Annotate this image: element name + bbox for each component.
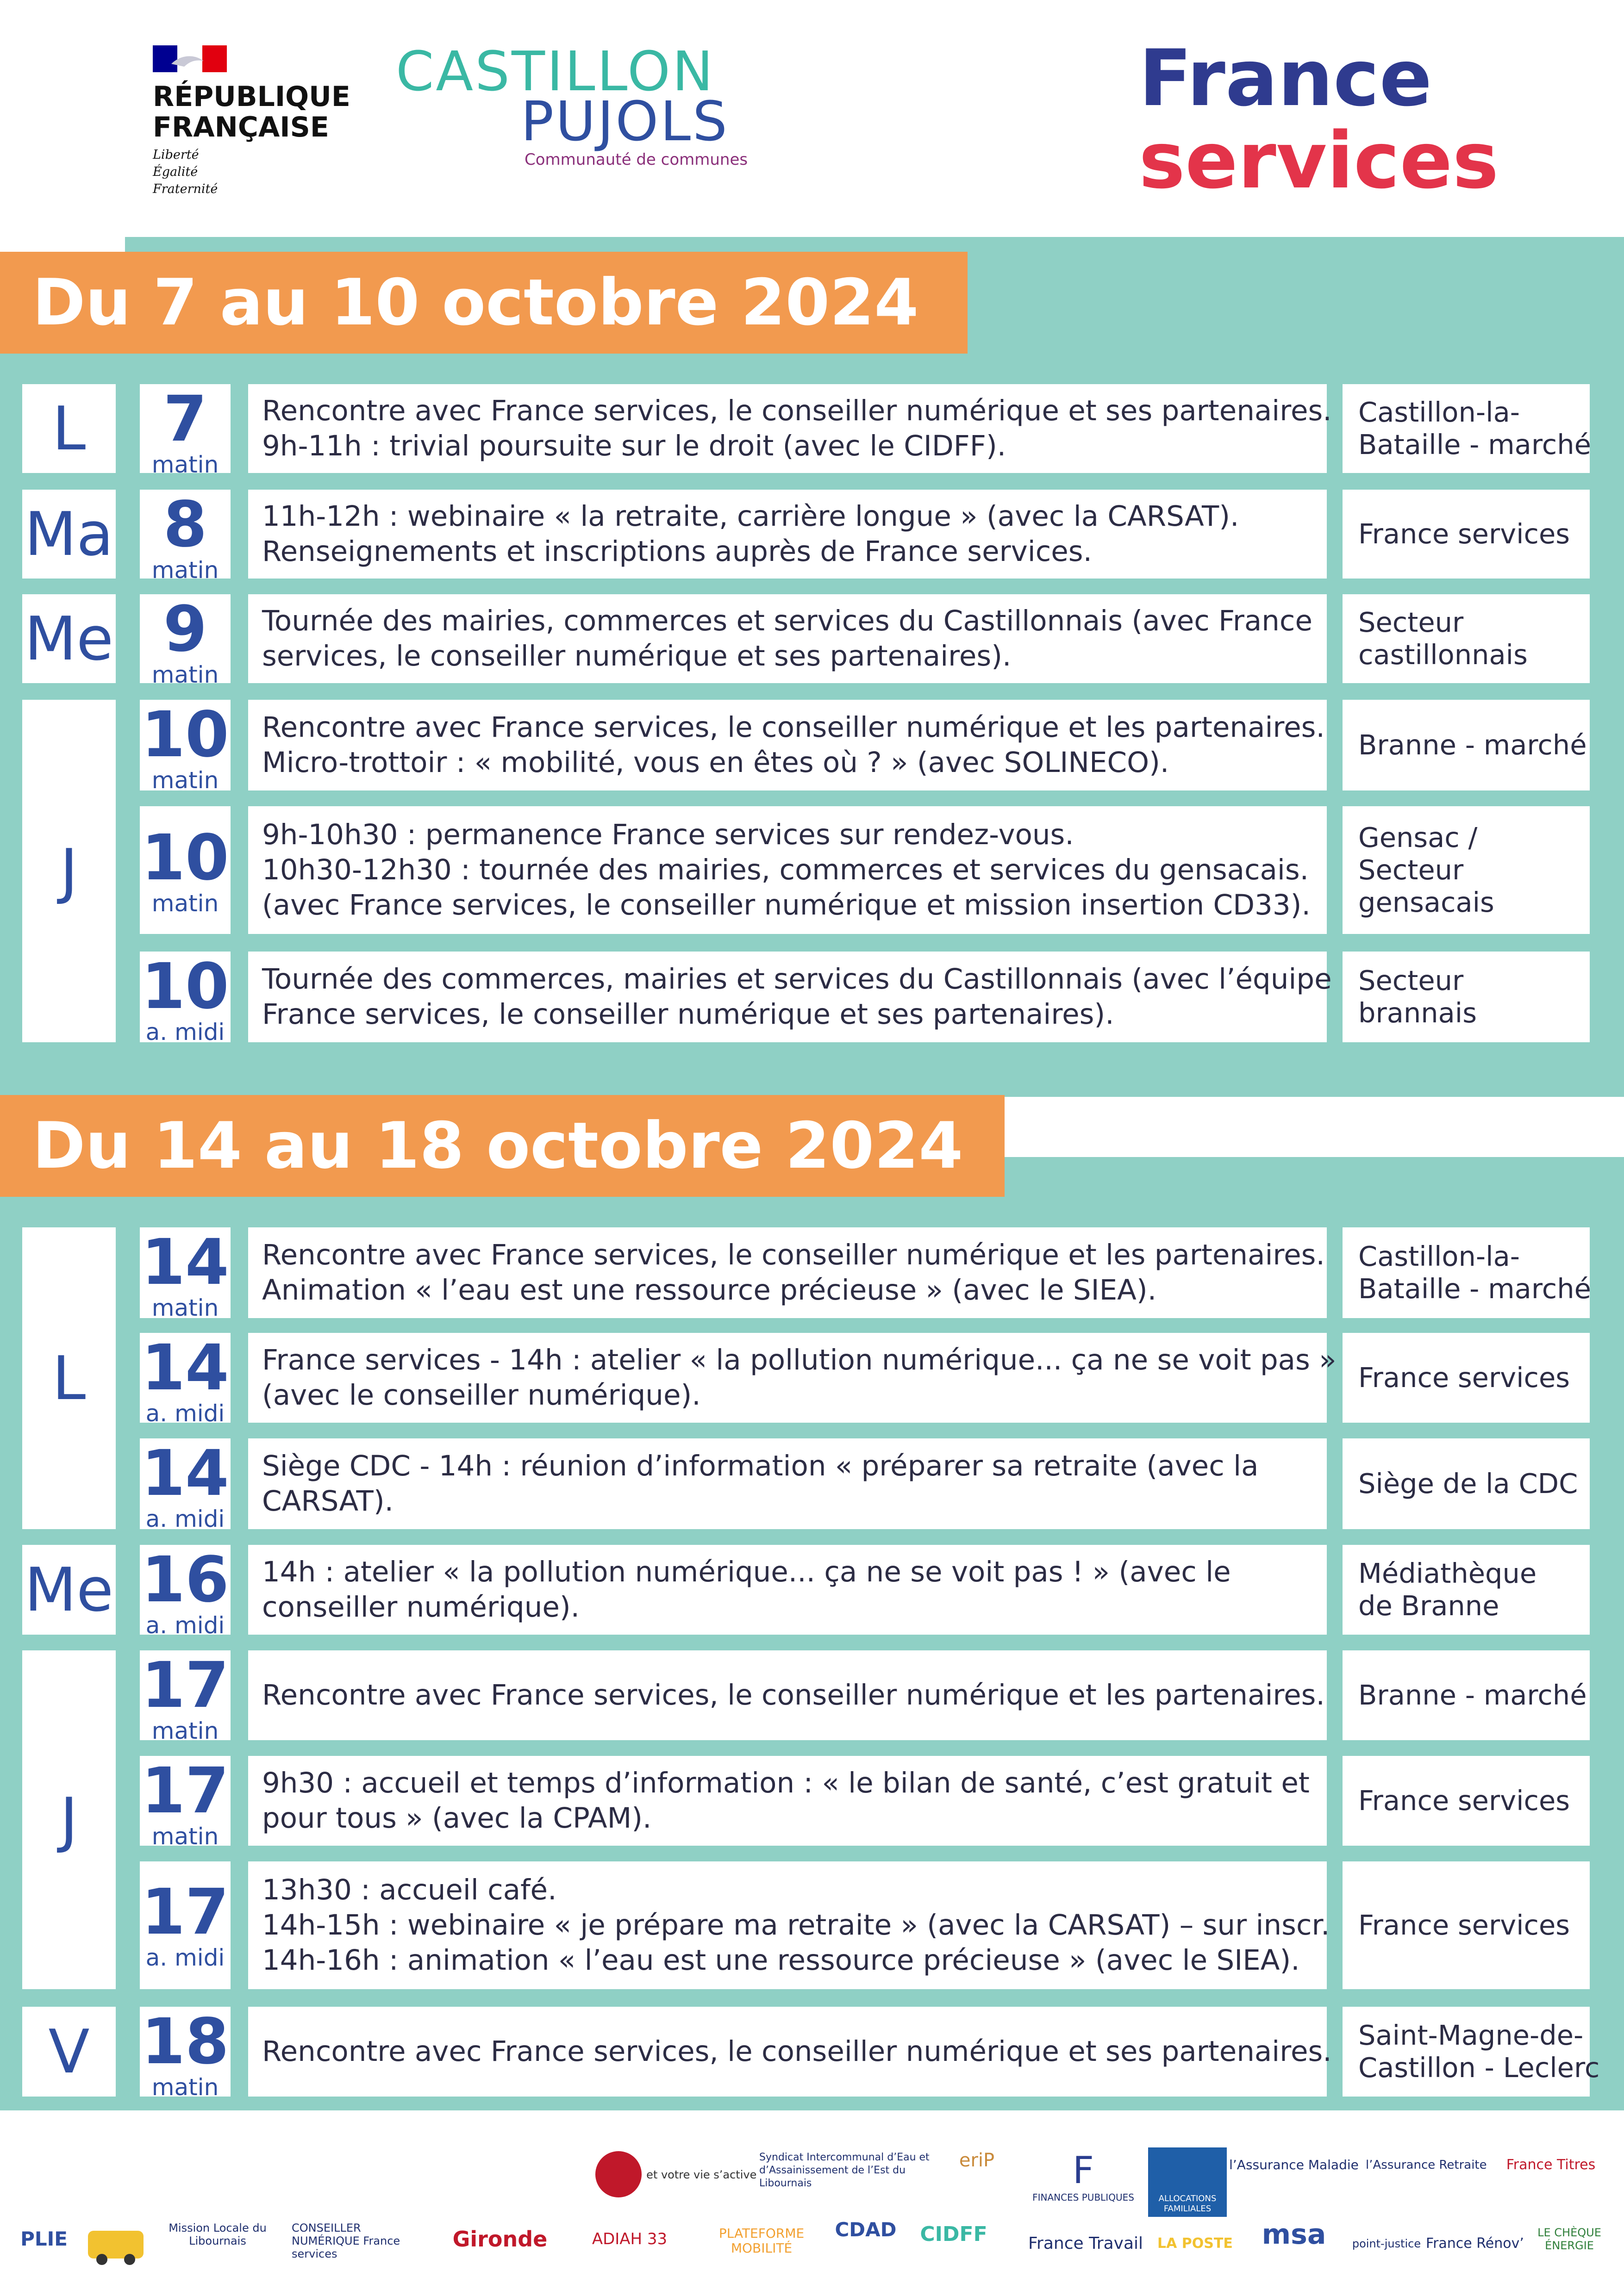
date-number: 10 [141,821,229,895]
cp-line2: PUJOLS [521,89,729,153]
date-cell [140,1332,231,1427]
cibc-logo: et votre vie s’active [595,2151,753,2197]
cdad-logo: CDAD [835,2218,897,2241]
day-label: Me [22,594,116,683]
date-number: 9 [163,593,207,666]
event-location: Castillon-la- Bataille - marché [1343,384,1590,473]
event-description: Rencontre avec France services, le conseiller numérique et les partenaires. Micro-trottoir : « mobilité, vous en êtes où ? » (avec SOLINECO). [248,700,1327,790]
syndicat-eau-logo: Syndicat Intercommunal d’Eau et d’Assainissement de l’Est du Libournais [759,2152,930,2189]
assurance-retraite-logo: l’Assurance Retraite [1366,2158,1487,2172]
mission-locale-logo: Mission Locale du Libournais [169,2221,267,2247]
event-location: France services [1343,1756,1590,1846]
date-period: matin [151,767,219,794]
day-label: L [22,384,116,473]
adiah-logo: ADIAH 33 [592,2230,668,2248]
date-period: matin [151,1717,219,1744]
event-location: Castillon-la- Bataille - marché [1343,1227,1590,1318]
event-location: Branne - marché [1343,1650,1590,1740]
event-description: 13h30 : accueil café. 14h-15h : webinaire « je prépare ma retraite » (avec la CARSAT) – sur inscr. 14h-16h : animation « l’eau est une ressource précieuse » (avec le SIEA). [248,1861,1327,1989]
date-number: 14 [141,1332,229,1405]
date-period: matin [151,1294,219,1321]
date-number: 10 [141,950,229,1023]
date-number: 7 [163,383,207,456]
erip-logo: eriP [959,2150,995,2171]
cp-line1: CASTILLON [396,39,715,103]
date-number: 10 [141,698,229,772]
assurance-maladie-logo: l’Assurance Maladie [1229,2157,1359,2172]
date-cell [140,593,231,688]
section-2-title: Du 14 au 18 octobre 2024 [0,1095,1005,1197]
event-description: France services - 14h : atelier « la pollution numérique... ça ne se voit pas » (avec le conseiller numérique). [248,1333,1327,1423]
date-period: matin [151,557,219,584]
cidff-logo: CIDFF [920,2222,987,2246]
rf-name: RÉPUBLIQUE FRANÇAISE [153,81,350,143]
date-number: 8 [163,488,207,561]
france-renov-logo: France Rénov’ [1426,2235,1524,2252]
event-description: 9h-10h30 : permanence France services sur rendez-vous. 10h30-12h30 : tournée des mairies, commerces et services du gensacais. (avec France services, le conseiller numérique et mission insertion CD33). [248,806,1327,934]
date-number: 17 [141,1755,229,1828]
date-cell [140,806,231,934]
date-cell [140,1226,231,1321]
date-period: matin [151,661,219,688]
date-period: a. midi [145,1400,225,1427]
conseiller-numerique-logo: CONSEILLER NUMÉRIQUE France services [292,2221,400,2260]
date-cell [140,1755,231,1850]
france-titres-logo: France Titres [1506,2157,1596,2173]
point-justice-logo: point-justice [1352,2237,1421,2250]
event-location: Médiathèque de Branne [1343,1545,1590,1635]
cp-subtitle: Communauté de communes [525,150,748,169]
day-label: L [22,1227,116,1529]
event-location: France services [1343,490,1590,579]
date-cell [140,488,231,584]
event-description: 9h30 : accueil et temps d’information : « le bilan de santé, c’est gratuit et pour tous » (avec la CPAM). [248,1756,1327,1846]
event-description: Tournée des commerces, mairies et services du Castillonnais (avec l’équipe France services, le conseiller numérique et ses partenaires). [248,952,1327,1042]
date-number: 14 [141,1226,229,1299]
event-location: Secteur brannais [1343,952,1590,1042]
event-description: Rencontre avec France services, le conseiller numérique et ses partenaires. [248,2007,1327,2097]
date-number: 16 [141,1543,229,1617]
day-label: J [22,1650,116,1989]
date-cell [140,2005,231,2101]
msa-logo: msa [1262,2218,1326,2251]
rf-motto: Liberté Égalité Fraternité [153,148,218,196]
finances-publiques-logo: F FINANCES PUBLIQUES [1032,2149,1134,2203]
date-number: 14 [141,1437,229,1510]
date-period: a. midi [145,1506,225,1532]
date-cell [140,1649,231,1744]
event-description: 11h-12h : webinaire « la retraite, carrière longue » (avec la CARSAT). Renseignements et inscriptions auprès de France services. [248,490,1327,579]
date-period: a. midi [145,1612,225,1639]
allocations-familiales-logo: ALLOCATIONS FAMILIALES [1148,2147,1227,2217]
section-1-title: Du 7 au 10 octobre 2024 [0,252,968,354]
event-location: Secteur castillonnais [1343,594,1590,683]
date-period: matin [151,2074,219,2101]
date-period: a. midi [145,1019,225,1045]
date-cell [140,1437,231,1532]
day-label: Ma [22,490,116,579]
gironde-logo: Gironde [452,2227,548,2252]
mobilite-logo [83,2217,148,2268]
event-location: Branne - marché [1343,700,1590,790]
date-period: a. midi [145,1944,225,1971]
date-number: 17 [141,1649,229,1722]
france-travail-logo: France Travail [1028,2234,1143,2253]
date-period: matin [151,890,219,917]
marianne-flag-icon [153,45,227,72]
event-description: Rencontre avec France services, le conseiller numérique et les partenaires. Animation « l’eau est une ressource précieuse » (avec le SIEA). [248,1227,1327,1318]
event-location: Saint-Magne-de- Castillon - Leclerc [1343,2007,1590,2097]
event-description: Rencontre avec France services, le conseiller numérique et les partenaires. [248,1650,1327,1740]
event-description: 14h : atelier « la pollution numérique... ça ne se voit pas ! » (avec le conseiller numérique). [248,1545,1327,1635]
event-location: France services [1343,1861,1590,1989]
date-cell [140,383,231,478]
day-label: J [22,700,116,1042]
fs-line1: France [1139,33,1432,124]
cheque-energie-logo: LE CHÈQUE ÉNERGIE [1537,2226,1601,2252]
la-poste-logo: LA POSTE [1157,2235,1233,2252]
date-period: matin [151,451,219,478]
plateforme-mobilite-logo: PLATEFORME MOBILITÉ [718,2226,805,2256]
day-label: Me [22,1545,116,1635]
event-description: Siège CDC - 14h : réunion d’information « préparer sa retraite (avec la CARSAT). [248,1438,1327,1529]
event-location: Gensac / Secteur gensacais [1343,806,1590,934]
plie-logo: PLIE [20,2228,68,2250]
castillon-pujols-logo [396,39,775,178]
date-cell [140,698,231,794]
date-cell [140,1861,231,1989]
france-services-logo [1139,33,1555,206]
fs-line2: services [1139,115,1499,206]
event-description: Tournée des mairies, commerces et services du Castillonnais (avec France services, le conseiller numérique et ses partenaires). [248,594,1327,683]
day-label: V [22,2007,116,2097]
event-description: Rencontre avec France services, le conseiller numérique et ses partenaires. 9h-11h : trivial poursuite sur le droit (avec le CIDFF). [248,384,1327,473]
date-number: 17 [141,1876,229,1949]
event-location: France services [1343,1333,1590,1423]
date-number: 18 [141,2005,229,2078]
date-cell [140,1543,231,1639]
date-period: matin [151,1823,219,1850]
event-location: Siège de la CDC [1343,1438,1590,1529]
bus-icon [83,2217,148,2268]
date-cell [140,950,231,1045]
